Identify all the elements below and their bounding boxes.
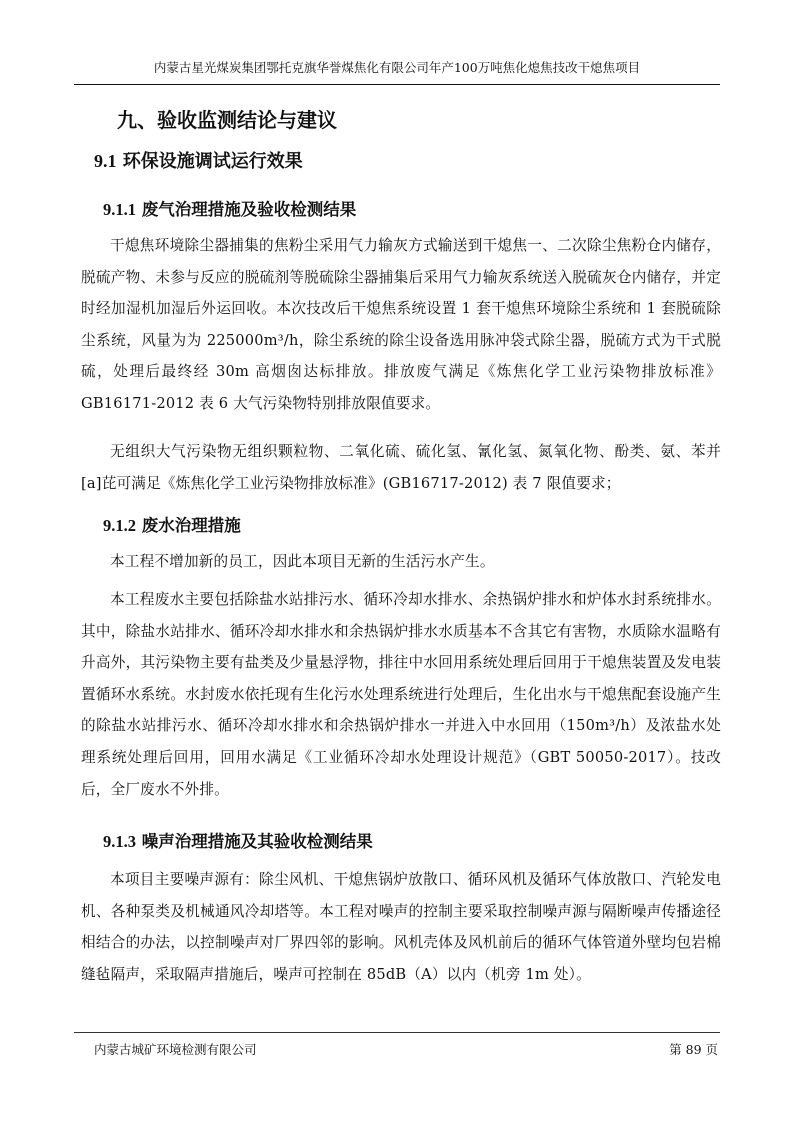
subsection-number: 9.1.1: [103, 200, 136, 219]
subsection-number: 9.1.2: [103, 516, 136, 535]
paragraph: 本工程废水主要包括除盐水站排污水、循环冷却水排水、余热锅炉排水和炉体水封系统排水。其中，除盐水站排水、循环冷却水排水和余热锅炉排水水质基本不含其它有害物，水质除水温略有升高外，其污染物主要有盐类及少量悬浮物，排往中水回用系统处理后回用于干熄焦装置及发电装置循环水系统。水封废水依托现有生化污水处理系统进行处理后，生化出水与干熄焦配套设施产生的除盐水站排污水、循环冷却水排水和余热锅炉排水一并进入中水回用（150m³/h）及浓盐水处理系统处理后回用，回用水满足《工业循环冷却水处理设计规范》（GBT 50050-2017）。技改后，全厂废水不外排。: [81, 591, 721, 798]
subsection-heading-9-1-3: [103, 830, 373, 854]
subsection-number: 9.1.3: [103, 832, 136, 851]
subsection-title: 废气治理措施及验收检测结果: [141, 200, 357, 219]
subsection-heading-9-1-1: [103, 198, 356, 222]
page-number: 第 89 页: [669, 1042, 718, 1057]
subsection-title: 噪声治理措施及其验收检测结果: [141, 832, 373, 851]
subsection-title: 废水治理措施: [141, 516, 241, 535]
subsection-heading-9-1-2: [103, 514, 241, 538]
section-title: 环保设施调试运行效果: [122, 151, 303, 172]
chapter-title: 九、验收监测结论与建议: [117, 108, 337, 132]
footer-divider: [74, 1032, 720, 1033]
paragraph: 无组织大气污染物无组织颗粒物、二氧化硫、硫化氢、氰化氢、氮氧化物、酚类、氨、苯并[a]芘可满足《炼焦化学工业污染物排放标准》(GB16717-2012) 表 7 限值要求；: [81, 443, 721, 492]
running-header: 内蒙古星光煤炭集团鄂托克旗华誉煤焦化有限公司年产100万吨焦化熄焦技改干熄焦项目: [153, 60, 641, 75]
section-heading-9-1: [94, 148, 303, 175]
footer-company: 内蒙古城矿环境检测有限公司: [94, 1042, 257, 1057]
header-divider: [74, 84, 720, 85]
section-number: 9.1: [94, 151, 117, 171]
paragraph: 干熄焦环境除尘器捕集的焦粉尘采用气力输灰方式输送到干熄焦一、二次除尘焦粉仓内储存，脱硫产物、未参与反应的脱硫剂等脱硫除尘器捕集后采用气力输灰系统送入脱硫灰仓内储存，并定时经加湿机加湿后外运回收。本次技改后干熄焦系统设置 1 套干熄焦环境除尘系统和 1 套脱硫除尘系统，风量为为 225000m³/h，除尘系统的除尘设备选用脉冲袋式除尘器，脱硫方式为干式脱硫，处理后最终经 30m 高烟囱达标排放。排放废气满足《炼焦化学工业污染物排放标准》GB16171-2012 表 6 大气污染物特别排放限值要求。: [81, 237, 721, 412]
paragraph: 本项目主要噪声源有：除尘风机、干熄焦锅炉放散口、循环风机及循环气体放散口、汽轮发电机、各种泵类及机械通风冷却塔等。本工程对噪声的控制主要采取控制噪声源与隔断噪声传播途径相结合的办法，以控制噪声对厂界四邻的影响。风机壳体及风机前后的循环气体管道外壁均包岩棉缝毡隔声，采取隔声措施后，噪声可控制在 85dB（A）以内（机旁 1m 处）。: [81, 871, 721, 983]
paragraph: 本工程不增加新的员工，因此本项目无新的生活污水产生。: [110, 553, 495, 570]
